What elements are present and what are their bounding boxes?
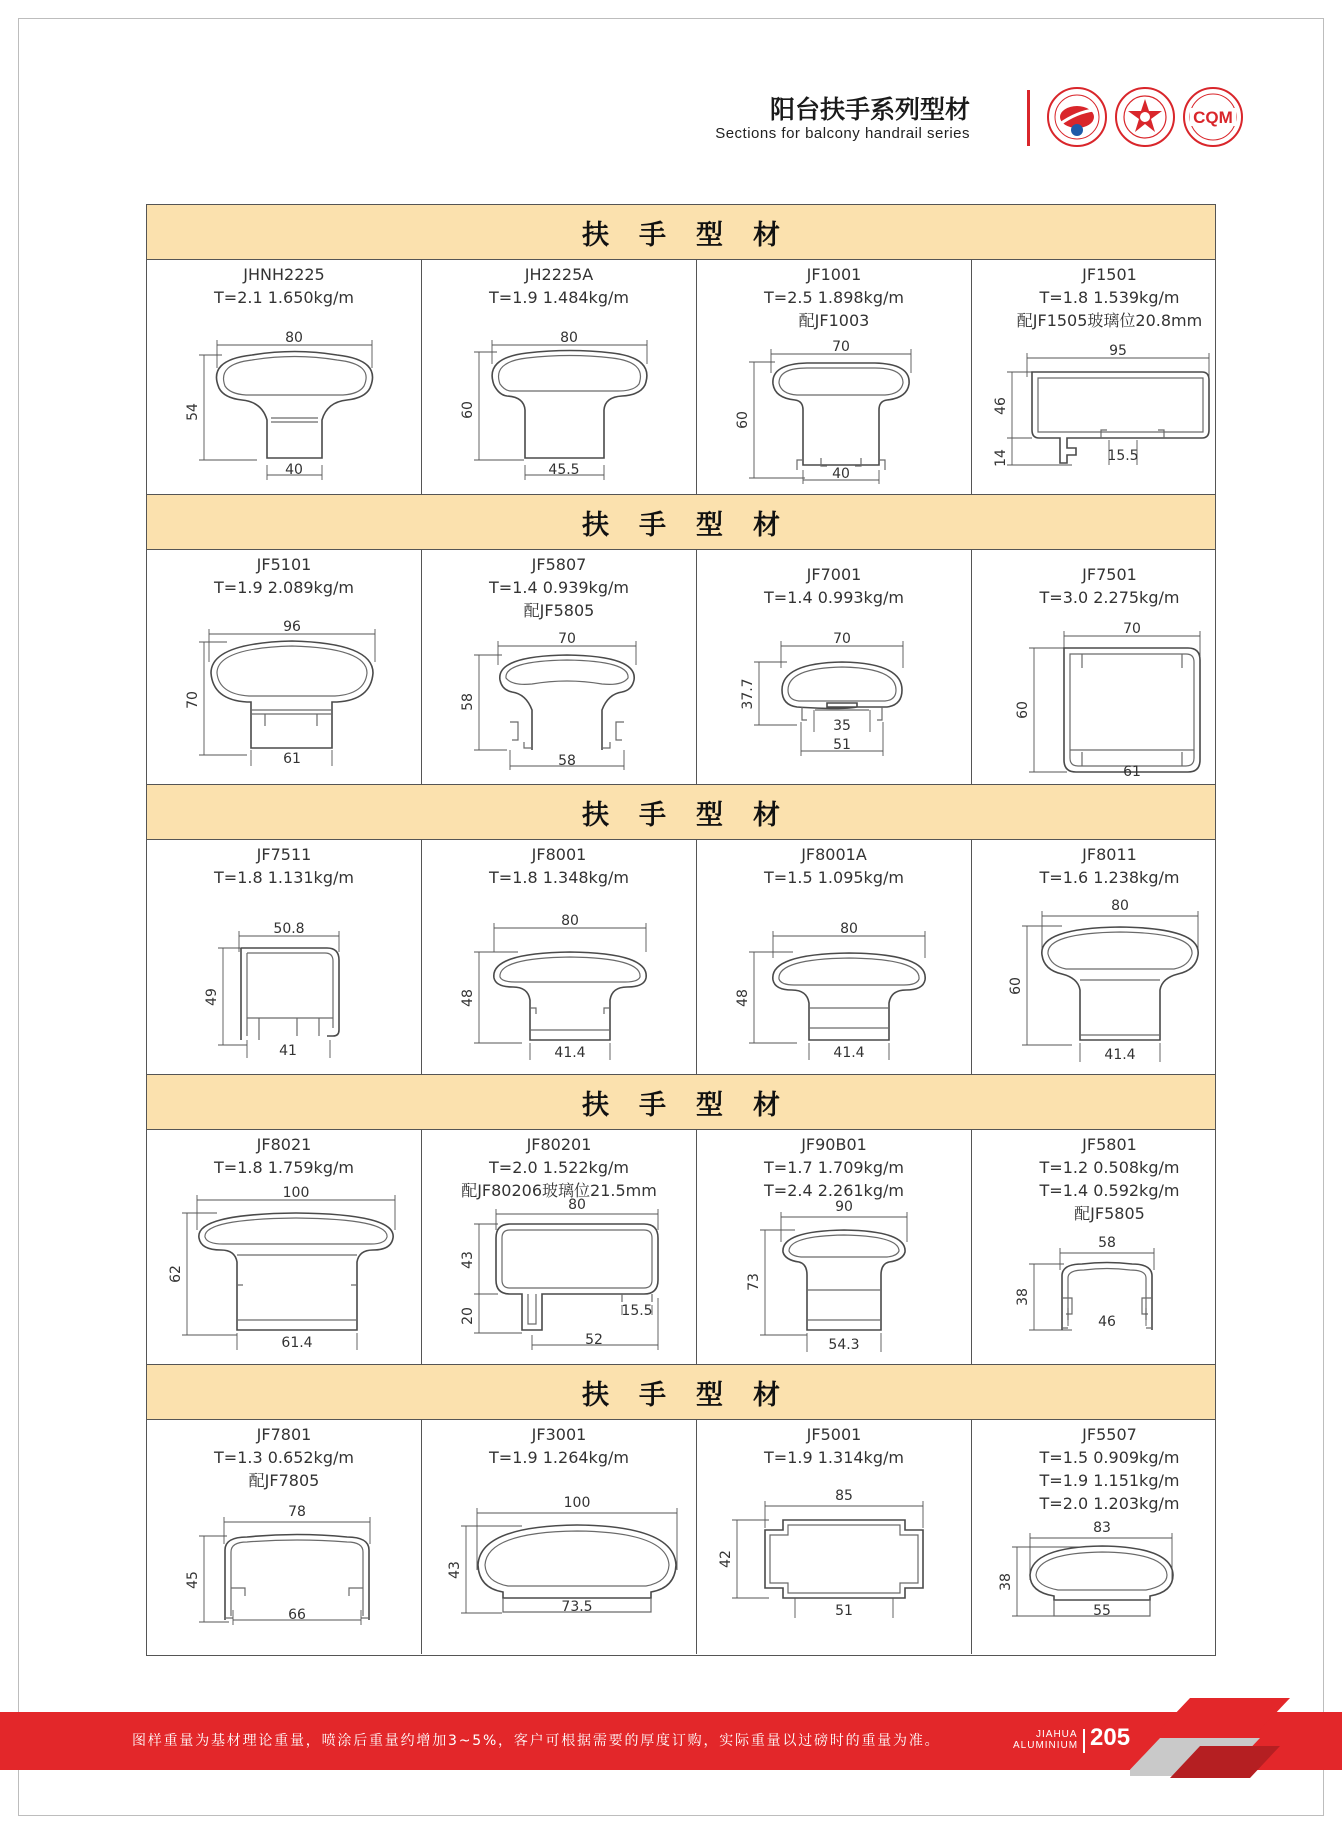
profile-cell-jh2225a [422, 260, 697, 494]
dim-lower: 14 [993, 449, 1009, 467]
dim-width: 80 [285, 330, 303, 346]
profile-drawing [147, 260, 422, 494]
section-band-label: 扶手型材 [582, 219, 810, 251]
certification-star-seal-icon [1114, 86, 1176, 148]
profile-spec: T=1.5 0.909kg/m [1039, 1448, 1180, 1467]
page-header [700, 86, 1280, 156]
profile-code: JF7501 [1082, 565, 1137, 584]
section-band [147, 1364, 1215, 1420]
profile-cell-jhnh2225 [147, 260, 422, 494]
dim-slot: 35 [833, 718, 851, 734]
profile-cell-jf80201 [422, 1130, 697, 1364]
profile-spec: T=1.4 0.993kg/m [764, 588, 904, 607]
brand-divider [1083, 1729, 1085, 1753]
profile-code: JF1501 [1082, 265, 1137, 284]
profile-drawing [697, 260, 972, 494]
dim-bottom: 40 [832, 466, 850, 482]
section-band [147, 204, 1215, 260]
dim-width: 100 [282, 1185, 310, 1201]
dim-slot: 15.5 [1107, 448, 1139, 464]
dim-height: 60 [1015, 701, 1031, 719]
dim-bottom: 41.4 [1104, 1047, 1136, 1063]
section-band [147, 1074, 1215, 1130]
dim-width: 70 [1123, 621, 1141, 637]
profile-drawing [147, 550, 422, 784]
dim-height: 60 [735, 411, 751, 429]
profile-code: JF80201 [526, 1135, 592, 1154]
profile-drawing [697, 1130, 972, 1364]
profile-drawing [147, 1420, 422, 1654]
profile-spec: T=1.9 1.151kg/m [1039, 1471, 1180, 1490]
dim-width: 80 [568, 1197, 586, 1213]
dim-width: 80 [840, 921, 858, 937]
dim-width: 78 [288, 1504, 306, 1520]
profile-cell-jf3001 [422, 1420, 697, 1654]
profile-code: JF90B01 [801, 1135, 867, 1154]
dim-bottom: 40 [285, 462, 303, 478]
profile-code: JHNH2225 [243, 265, 325, 284]
dim-bottom: 61 [1123, 764, 1141, 780]
profile-cell-jf5507 [972, 1420, 1247, 1654]
profile-code: JF5101 [256, 555, 312, 574]
brand-subtitle: ALUMINIUM [1013, 1740, 1079, 1751]
profile-spec: T=1.8 1.348kg/m [489, 868, 629, 887]
dim-width: 70 [833, 631, 851, 647]
section-band-label: 扶手型材 [582, 509, 810, 541]
profile-drawing [972, 550, 1215, 784]
profile-drawing [697, 840, 972, 1074]
profile-cell-jf5807 [422, 550, 697, 784]
brand-name: JIAHUA [1036, 1729, 1078, 1740]
dim-height: 43 [447, 1561, 463, 1579]
decorative-stripes-icon [1130, 1698, 1300, 1784]
profile-spec: T=1.8 1.539kg/m [1039, 288, 1180, 307]
profile-spec: T=1.8 1.131kg/m [214, 868, 354, 887]
profile-spec: T=1.4 0.939kg/m [489, 578, 629, 597]
profile-spec: T=1.6 1.238kg/m [1039, 868, 1180, 887]
dim-width: 85 [835, 1488, 853, 1504]
profile-code: JH2225A [524, 265, 594, 284]
profile-spec: T=1.8 1.759kg/m [214, 1158, 354, 1177]
profile-code: JF8011 [1082, 845, 1137, 864]
profile-cell-jf7511 [147, 840, 422, 1074]
profile-cell-jf7001 [697, 550, 972, 784]
profile-spec: 配JF5805 [523, 601, 595, 620]
dim-width: 80 [1111, 898, 1129, 914]
profile-cell-jf90b01 [697, 1130, 972, 1364]
profile-drawing [422, 260, 697, 494]
profile-cell-jf1501 [972, 260, 1247, 494]
profile-code: JF5807 [531, 555, 587, 574]
dim-slot: 15.5 [621, 1303, 653, 1319]
dim-height: 37.7 [740, 678, 756, 710]
profile-spec: T=2.4 2.261kg/m [764, 1181, 904, 1200]
header-divider [1027, 90, 1030, 146]
profile-cell-jf5801 [972, 1130, 1247, 1364]
dim-width: 80 [560, 330, 578, 346]
dim-bottom: 61 [283, 751, 301, 767]
profile-spec: T=1.9 1.264kg/m [489, 1448, 629, 1467]
dim-width: 83 [1093, 1520, 1111, 1536]
dim-width: 58 [1098, 1235, 1116, 1251]
profile-code: JF5507 [1082, 1425, 1137, 1444]
profile-spec: T=1.4 0.592kg/m [1039, 1181, 1180, 1200]
profile-spec: T=2.0 1.522kg/m [489, 1158, 629, 1177]
profile-drawing [422, 1420, 697, 1654]
profile-code: JF8021 [256, 1135, 312, 1154]
profiles-table [146, 204, 1216, 1656]
dim-height: 38 [1015, 1288, 1031, 1306]
profile-drawing [147, 840, 422, 1074]
dim-bottom: 61.4 [281, 1335, 313, 1351]
dim-height: 70 [185, 691, 201, 709]
profile-cell-jf8001a [697, 840, 972, 1074]
profile-code: JF7511 [256, 845, 312, 864]
profile-cell-jf7801 [147, 1420, 422, 1654]
dim-width: 100 [563, 1495, 591, 1511]
dim-height: 43 [460, 1251, 476, 1269]
dim-bottom: 41.4 [833, 1045, 865, 1061]
profile-drawing [972, 1130, 1215, 1364]
profile-code: JF7801 [256, 1425, 312, 1444]
profile-cell-jf5001 [697, 1420, 972, 1654]
profile-cell-jf5101 [147, 550, 422, 784]
profile-spec: 配JF80206玻璃位21.5mm [461, 1181, 657, 1200]
dim-width: 70 [832, 339, 850, 355]
profile-spec: 配JF7805 [248, 1471, 320, 1490]
profile-cell-jf1001 [697, 260, 972, 494]
profile-code: JF3001 [531, 1425, 587, 1444]
profile-cell-jf8011 [972, 840, 1247, 1074]
footer-note: 图样重量为基材理论重量，喷涂后重量约增加3~5%，客户可根据需要的厚度订购，实际重量以过磅时的重量为准。 [132, 1733, 941, 1749]
dim-width: 90 [835, 1199, 853, 1215]
dim-width: 95 [1109, 343, 1127, 359]
profile-cell-jf8021 [147, 1130, 422, 1364]
profile-code: JF5801 [1082, 1135, 1137, 1154]
profile-drawing [147, 1130, 422, 1364]
dim-bottom: 58 [558, 753, 576, 769]
profile-drawing [422, 1130, 697, 1364]
profile-spec: 配JF1003 [798, 311, 870, 330]
profile-spec: T=1.5 1.095kg/m [764, 868, 904, 887]
gb-standard-seal-icon [1046, 86, 1108, 148]
dim-height: 54 [185, 403, 201, 421]
dim-width: 80 [561, 913, 579, 929]
dim-lower: 20 [460, 1307, 476, 1325]
profile-spec: T=1.7 1.709kg/m [764, 1158, 904, 1177]
dim-height: 42 [718, 1550, 734, 1568]
dim-height: 46 [993, 397, 1009, 415]
dim-bottom: 73.5 [561, 1599, 593, 1615]
section-band-label: 扶手型材 [582, 799, 810, 831]
section-band-label: 扶手型材 [582, 1379, 810, 1411]
dim-bottom: 55 [1093, 1603, 1111, 1619]
profile-spec: T=1.9 1.314kg/m [764, 1448, 904, 1467]
dim-height: 62 [168, 1265, 184, 1283]
section-band [147, 494, 1215, 550]
profile-code: JF1001 [806, 265, 862, 284]
profile-spec: T=1.3 0.652kg/m [214, 1448, 354, 1467]
profile-spec: T=1.9 2.089kg/m [214, 578, 354, 597]
dim-bottom: 66 [288, 1607, 306, 1623]
dim-width: 96 [283, 619, 301, 635]
dim-height: 48 [735, 989, 751, 1007]
profile-code: JF5001 [806, 1425, 862, 1444]
profile-code: JF7001 [806, 565, 862, 584]
dim-height: 60 [460, 401, 476, 419]
dim-height: 38 [998, 1573, 1014, 1591]
profile-drawing [972, 840, 1215, 1074]
profile-drawing [422, 550, 697, 784]
profile-spec: T=1.9 1.484kg/m [489, 288, 629, 307]
cqm-certification-seal-icon [1182, 86, 1244, 148]
dim-bottom: 51 [833, 737, 851, 753]
dim-height: 48 [460, 989, 476, 1007]
page-number: 205 [1090, 1724, 1131, 1751]
dim-bottom: 54.3 [828, 1337, 860, 1353]
profile-drawing [697, 550, 972, 784]
profile-cell-jf7501 [972, 550, 1247, 784]
dim-height: 58 [460, 693, 476, 711]
dim-bottom: 46 [1098, 1314, 1116, 1330]
profile-spec: 配JF5805 [1074, 1204, 1145, 1223]
profile-spec: 配JF1505玻璃位20.8mm [1016, 311, 1203, 330]
dim-width: 70 [558, 631, 576, 647]
profile-code: JF8001A [801, 845, 867, 864]
dim-height: 45 [185, 1571, 201, 1589]
dim-bottom: 41.4 [554, 1045, 586, 1061]
svg-text:CQM: CQM [1193, 108, 1233, 127]
profile-drawing [972, 260, 1215, 494]
dim-width: 50.8 [273, 921, 305, 937]
profile-drawing [422, 840, 697, 1074]
profile-spec: T=2.0 1.203kg/m [1039, 1494, 1180, 1513]
dim-height: 60 [1008, 977, 1024, 995]
page-title: 阳台扶手系列型材 [769, 95, 970, 124]
dim-bottom: 51 [835, 1603, 853, 1619]
profile-spec: T=3.0 2.275kg/m [1039, 588, 1180, 607]
profile-cell-jf8001 [422, 840, 697, 1074]
section-band [147, 784, 1215, 840]
profile-spec: T=2.1 1.650kg/m [214, 288, 354, 307]
profile-spec: T=1.2 0.508kg/m [1039, 1158, 1180, 1177]
section-band-label: 扶手型材 [582, 1089, 810, 1121]
profile-spec: T=2.5 1.898kg/m [764, 288, 904, 307]
dim-bottom: 45.5 [548, 462, 580, 478]
dim-height: 73 [746, 1273, 762, 1291]
dim-height: 49 [204, 988, 220, 1006]
dim-bottom: 52 [585, 1332, 603, 1348]
profile-code: JF8001 [531, 845, 587, 864]
profile-drawing [972, 1420, 1215, 1654]
dim-bottom: 41 [279, 1043, 297, 1059]
profile-drawing [697, 1420, 972, 1654]
page-subtitle: Sections for balcony handrail series [715, 125, 970, 142]
